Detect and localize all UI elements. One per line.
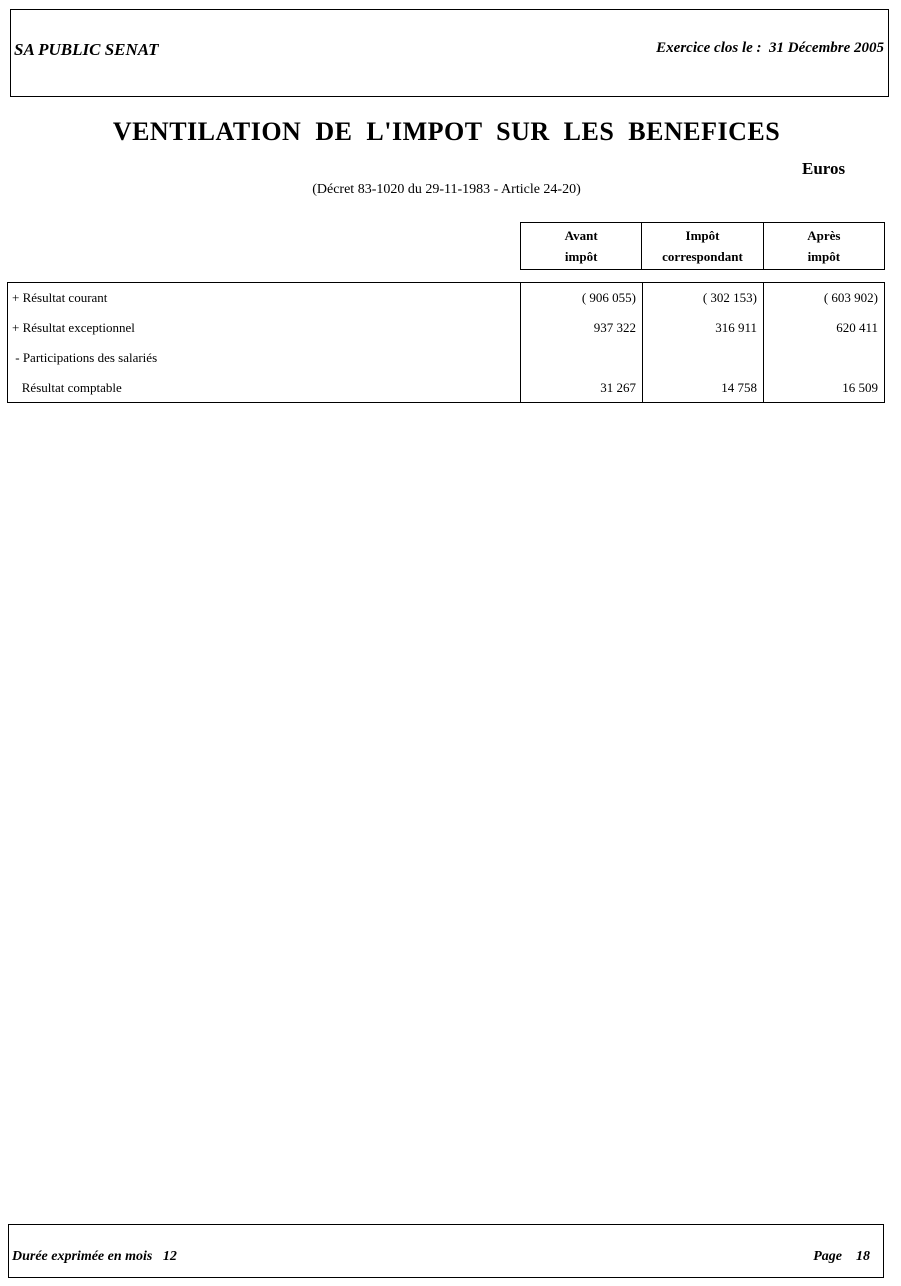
column-header-line: Impôt: [685, 227, 720, 243]
header-box: [10, 9, 889, 97]
column-header-avant: [521, 223, 641, 269]
value-apres: ( 603 902): [823, 290, 878, 305]
column-header-line: correspondant: [662, 248, 743, 264]
value-impot: 14 758: [721, 380, 757, 395]
row-label: + Résultat exceptionnel: [12, 320, 135, 335]
column-header-line: impôt: [564, 248, 598, 264]
column-header-line: Avant: [564, 227, 598, 243]
row-label: + Résultat courant: [12, 290, 108, 305]
duration-label: Durée exprimée en mois: [12, 1249, 153, 1264]
value-apres: 620 411: [836, 320, 878, 335]
exercice-label: Exercice clos le :: [656, 40, 762, 56]
fiscal-year-end: [656, 40, 884, 57]
exercice-date: 31 Décembre 2005: [769, 40, 884, 56]
column-header-apres: [763, 223, 884, 269]
row-label: - Participations des salariés: [12, 350, 158, 365]
currency-label: Euros: [802, 159, 846, 178]
table-row: [8, 290, 884, 310]
column-header: [520, 222, 885, 270]
value-impot: ( 302 153): [702, 290, 757, 305]
decret-reference: (Décret 83-1020 du 29-11-1983 - Article 24-20): [312, 182, 581, 197]
value-avant: 31 267: [600, 380, 636, 395]
tax-table: [7, 282, 885, 403]
table-row: [8, 350, 884, 370]
company-name: SA PUBLIC SENAT: [14, 40, 159, 59]
column-header-line: Après: [807, 227, 841, 243]
table-row: [8, 380, 884, 400]
footer-box: [8, 1224, 884, 1278]
page-title: VENTILATION DE L'IMPOT SUR LES BENEFICES: [112, 117, 781, 146]
page-value: 18: [856, 1249, 870, 1264]
column-header-impot: [641, 223, 762, 269]
value-avant: ( 906 055): [581, 290, 636, 305]
table-row: [8, 320, 884, 340]
page-label: Page: [813, 1249, 842, 1264]
duration-value: 12: [162, 1249, 177, 1264]
value-avant: 937 322: [593, 320, 636, 335]
row-label: Résultat comptable: [12, 380, 122, 395]
page-number: [813, 1249, 870, 1265]
value-impot: 316 911: [715, 320, 757, 335]
value-apres: 16 509: [842, 380, 878, 395]
duration: [12, 1249, 177, 1265]
column-header-line: impôt: [807, 248, 841, 264]
